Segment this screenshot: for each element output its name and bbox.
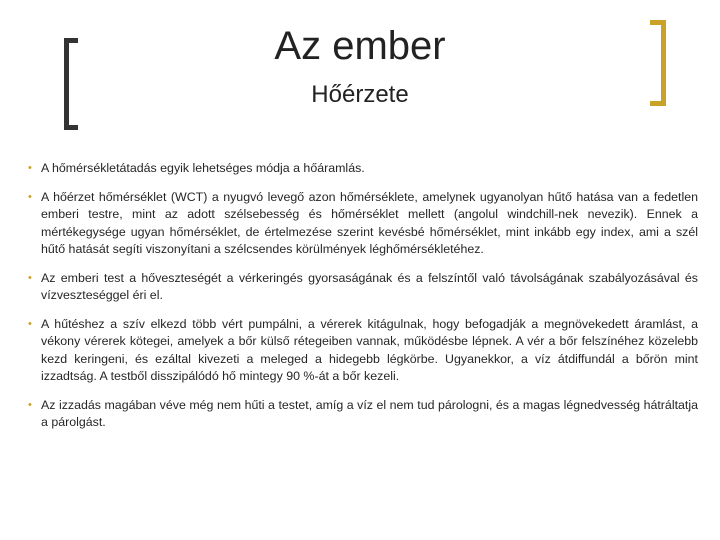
- bullet-item: [28, 189, 698, 259]
- bullet-icon: •: [28, 190, 32, 203]
- bullet-text: A hőérzet hőmérséklet (WCT) a nyugvó levegő azon hőmérséklete, amelynek ugyanolyan hűtő hatása van a fedetlen emberi testre, mint az adott szélsebesség és hőmérséklet mellett (angolul windchill-nek nevezik). Ennek a mértékegysége ugyan hőmérséklet, de értelmezése szerint kevésbé hőmérséklet, mint inkább egy index, ami a szél hűtő hatását segíti viszonyítani a szélcsendes körülmények léghőmérsékletéhez.: [41, 189, 698, 256]
- bullet-item: [28, 160, 698, 178]
- bullet-icon: •: [28, 162, 32, 174]
- bullet-item: [28, 397, 698, 432]
- bullet-list: [28, 160, 698, 443]
- bullet-item: [28, 316, 698, 386]
- bullet-item: [28, 270, 698, 305]
- bullet-text: A hűtéshez a szív elkezd több vért pumpálni, a vérerek kitágulnak, hogy befogadják a megnövekedett áramlást, a vékony vérerek kötegei, amelyek a bőr külső rétegeiben vannak, működésbe lépnek. A vér a bőr felszínéhez közelebb kezd keringeni, és ezáltal kivezeti a meleged a hidegebb légkörbe. Ugyanekkor, a víz átdiffundál a bőrön mint izzadtság. A testből disszipálódó hő mintegy 90 %-át a bőr kezeli.: [41, 316, 698, 383]
- bullet-text: A hőmérsékletátadás egyik lehetséges módja a hőáramlás.: [41, 161, 365, 175]
- slide-subtitle: Hőérzete: [311, 81, 409, 108]
- bullet-text: Az emberi test a hőveszteségét a vérkeringés gyorsaságának és a felszíntől való távolságának szabályozásával és vízveszteséggel éri el.: [41, 270, 698, 302]
- bullet-icon: •: [28, 398, 32, 411]
- slide-title: Az ember: [274, 24, 446, 68]
- bullet-icon: •: [28, 271, 32, 284]
- bullet-text: Az izzadás magában véve még nem hűti a testet, amíg a víz el nem tud párologni, és a magas légnedvesség hátráltatja a párolgást.: [41, 397, 698, 429]
- bullet-icon: •: [28, 317, 32, 330]
